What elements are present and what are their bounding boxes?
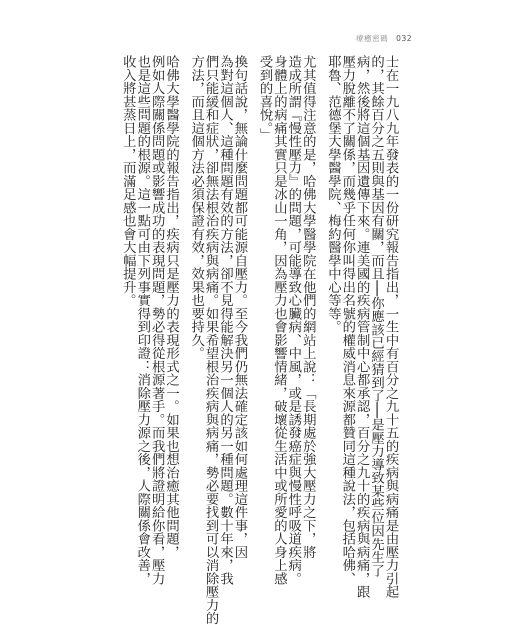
text-column: 士在一九八九年發表的一份研究報告指出，一生中有百分之九十五的疾病與病痛是由壓力引起 (383, 55, 398, 599)
text-column: 造成所謂『慢性壓力』的問題，可能導致心臟病、中風，或是誘發癌症與慢性呼吸道疾病。 (285, 55, 301, 585)
paragraph-gap (178, 55, 187, 468)
text-column: 們只能緩和症狀，卻無法根治疾病與病痛。如果希望根治疾病與病痛，勢必要找到可以消除壓力的 (203, 55, 219, 625)
paragraph-gap (315, 55, 324, 468)
paragraph-gap (247, 55, 256, 468)
text-column: 身體上的病痛其實只是冰山一角，因為壓力也會影響情緒，破壞從生活中或所愛的人身上感 (271, 55, 287, 585)
text-column: 壓力脫離不了關係，而幾乎任何你叫得出名號的權威消息來源都贊同這種說法，包括哈佛、 (339, 55, 355, 585)
text-column: 換句話說，無論什麼問題都可能源自壓力。至今我們仍無法確定該如何處理這件事，因 (231, 55, 247, 559)
text-column: 的，其餘百分之五則與基因有關，而且──你應該已經猜到了──是壓力導致某些位因先生了 (368, 55, 384, 577)
text-column: 尤其值得注意的是，哈佛大學醫學院在他們的網站上說：「長期處於強大壓力之下，將 (300, 55, 316, 559)
text-column: 收入將甚蒸日上，而滿足感也會大幅提升。 (120, 55, 136, 307)
text-column: 哈佛大學醫學院的報告指出，疾病只是壓力的表現形式之一。如果也想治癒其他問題， (163, 55, 179, 559)
text-column: 為對這個人、這種問題有效的方法，卻不見得能解決另一個人的另一種問題。數十年來，我 (217, 55, 233, 585)
vertical-text-body (120, 55, 398, 625)
text-column: 受到的喜悅。」 (257, 55, 273, 142)
text-column: 病，然後將這個基因遺傳下來。連美國的疾病管制中心都承認，百分之九十的疾病與病痛，跟 (354, 55, 370, 599)
page-header (356, 33, 412, 44)
text-column: 例如人際關係問題或影響成功的表現問題，勢必得從根源著手。而我們將證明給你看，壓力 (149, 55, 165, 585)
running-title: 療癒密碼 (356, 34, 389, 43)
page-number: 032 (396, 34, 412, 43)
text-column: 耶魯、范德堡大學醫學院、梅約醫學中心等等。 (325, 55, 341, 334)
text-column: 方法，而且這個方法必須保證有效，效果也要持久。 (188, 55, 204, 360)
text-column: 也是這些問題的根源。這一點可由下列事實得到印證：消除壓力源之後，人際關係會改善， (134, 55, 150, 585)
